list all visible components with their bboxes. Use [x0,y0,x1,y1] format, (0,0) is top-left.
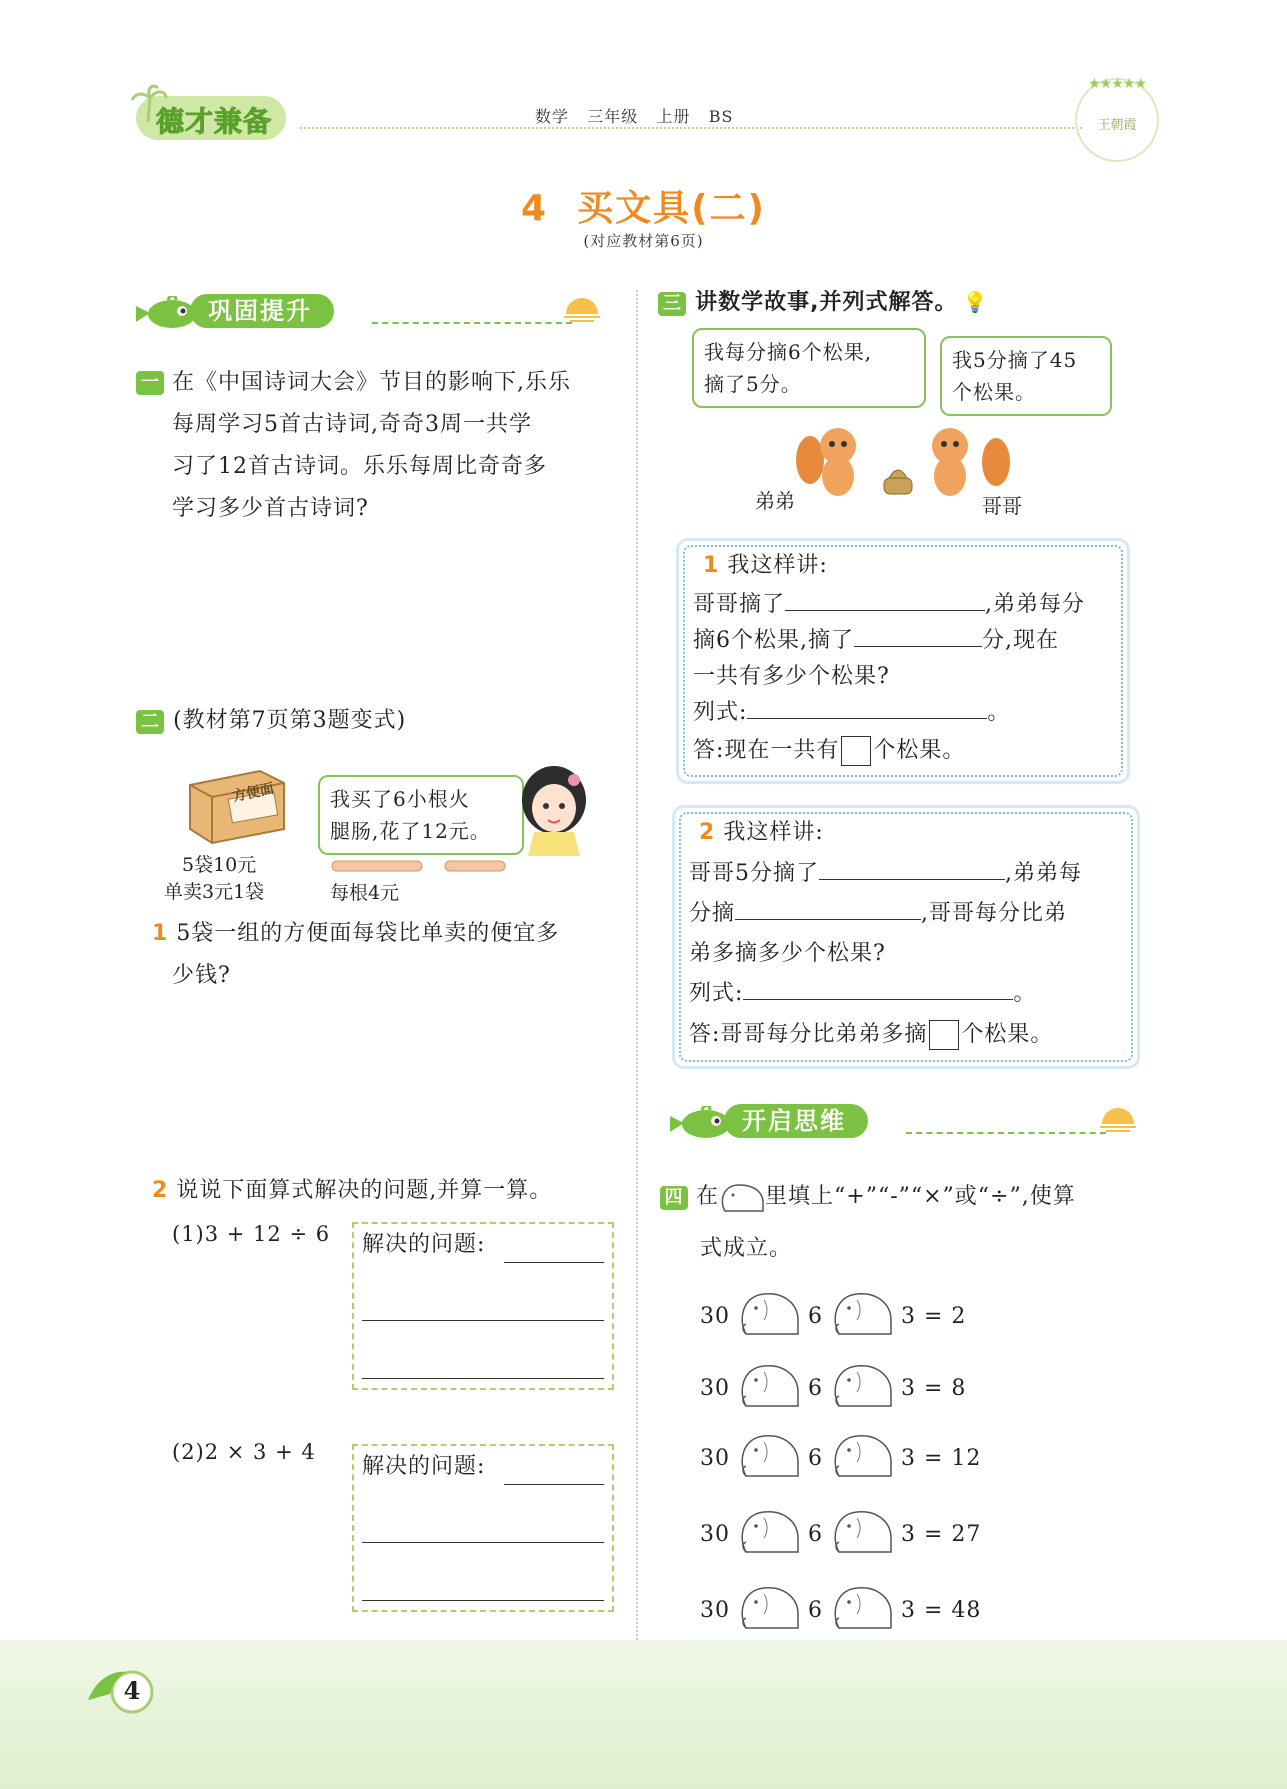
operator-blank[interactable] [831,1508,893,1560]
answer-box[interactable] [929,1020,959,1050]
older-speech-bubble [940,336,1112,416]
story-number: 2 [699,820,716,845]
operand: 30 [700,1445,730,1471]
operator-blank[interactable] [738,1290,800,1342]
noodle-price-single: 单卖3元1袋 [164,881,265,903]
operand: 6 [808,1521,823,1547]
section-title: 开启思维 [724,1104,868,1138]
solve-box-1[interactable] [352,1222,614,1390]
section-banner-thinking [666,1100,1146,1144]
answer-line[interactable] [362,1378,604,1379]
operand: 30 [700,1303,730,1329]
equation-row [700,1362,966,1414]
story-text: ,弟弟每 [1005,861,1082,886]
question-label: 一 [136,371,164,395]
answer-line[interactable] [362,1542,604,1543]
banner-dash [906,1132,1106,1134]
equation-result: 3 = 27 [901,1521,982,1547]
story-text: 哥哥摘了 [693,592,786,617]
answer-text: 答:哥哥每分比弟弟多摘 [689,1022,928,1047]
brand-logo [128,84,298,144]
story-text: 弟多摘多少个松果? [689,941,886,966]
expression-1: (1)3 + 12 ÷ 6 [172,1222,331,1246]
question-source: (教材第7页第3题变式) [173,708,407,733]
solve-label: 解决的问题: [362,1454,486,1479]
subquestion-1 [152,913,622,997]
story-text: 分摘 [689,901,736,926]
seal-text: 王朝霞 [1097,118,1137,133]
section-banner-consolidate [132,290,612,334]
story-text: 。 [1013,981,1037,1006]
formula-label: 列式: [689,981,744,1006]
older-brother-label: 哥哥 [982,494,1022,518]
answer-line[interactable] [362,1600,604,1601]
bubble-line: 个松果。 [952,380,1036,404]
operand: 30 [700,1597,730,1623]
subquestion-line: 5袋一组的方便面每袋比单卖的便宜多 [176,921,560,946]
column-divider [636,290,638,1640]
fill-blank[interactable] [854,624,982,647]
formula-blank[interactable] [743,977,1013,1000]
story-text: 分,现在 [982,628,1059,653]
equation-row [700,1508,981,1560]
answer-text: 答:现在一共有 [693,738,840,763]
answer-line[interactable] [362,1320,604,1321]
bubble-line: 我每分摘6个松果, [704,340,873,364]
stars-icon: ★★★★★ [1088,76,1146,92]
operand: 30 [700,1375,730,1401]
question-4 [660,1176,1140,1270]
story-text-1 [693,545,1123,771]
equation-result: 3 = 8 [901,1375,967,1401]
equation-result: 3 = 12 [901,1445,982,1471]
story-text-2 [689,812,1133,1056]
fill-blank[interactable] [735,897,921,920]
question-line: 在《中国诗词大会》节目的影响下,乐乐 [172,370,571,395]
story-text: ,弟弟每分 [985,592,1086,617]
question-line: 学习多少首古诗词? [172,496,369,521]
fill-blank[interactable] [785,588,985,611]
subquestion-text: 说说下面算式解决的问题,并算一算。 [176,1178,553,1203]
subquestion-2 [152,1170,632,1212]
footer-wave [0,1620,1287,1680]
subquestion-number: 1 [152,921,169,946]
question-text: 里填上“+”“-”“×”或“÷”,使算 [765,1184,1076,1209]
elephant-box-icon [719,1181,765,1213]
answer-space-1[interactable] [172,540,612,690]
operator-blank[interactable] [831,1362,893,1414]
page-number-badge [82,1660,160,1714]
subquestion-line: 少钱? [172,963,231,988]
story-text: 一共有多少个松果? [693,664,890,689]
header-divider [300,127,1082,129]
answer-line[interactable] [504,1484,604,1485]
operator-blank[interactable] [831,1432,893,1484]
lesson-title: 4 买文具(二) [520,188,767,229]
story-text: 。 [987,700,1011,725]
question-text: 在 [696,1184,720,1209]
question-2-header [136,700,616,742]
answer-box[interactable] [841,736,871,766]
equation-row [700,1432,981,1484]
lesson-subtitle: (对应教材第6页) [583,232,704,250]
question-label: 二 [136,710,164,734]
sunset-icon [562,290,602,324]
noodle-box-label: 方便面 [231,780,276,806]
answer-space-2-1[interactable] [172,1000,612,1160]
answer-text: 个松果。 [961,1022,1054,1047]
operand: 30 [700,1521,730,1547]
operator-blank[interactable] [738,1362,800,1414]
equation-row [700,1290,966,1342]
banner-dash [372,322,572,324]
sausage-price: 每根4元 [330,882,400,904]
subquestion-number: 2 [152,1178,169,1203]
noodle-price-group: 5袋10元 [182,854,257,876]
question-1 [136,362,616,530]
operand: 6 [808,1375,823,1401]
operator-blank[interactable] [738,1432,800,1484]
operator-blank[interactable] [831,1290,893,1342]
story-box-1 [676,538,1130,784]
solve-label: 解决的问题: [362,1232,486,1257]
operand: 6 [808,1597,823,1623]
younger-speech-bubble [692,328,926,408]
question-text: 讲数学故事,并列式解答。 [695,290,958,315]
solve-box-2[interactable] [352,1444,614,1612]
formula-blank[interactable] [747,696,987,719]
sausage-illustration [330,858,510,874]
equation-result: 3 = 2 [901,1303,967,1329]
question-3-header [658,282,1058,324]
subject-line: 数学 三年级 上册 BS [535,107,734,126]
younger-brother-label: 弟弟 [755,489,795,513]
operand: 6 [808,1445,823,1471]
operator-blank[interactable] [738,1508,800,1560]
bubble-line: 我买了6小根火 [330,787,470,811]
question-label: 三 [658,292,686,316]
story-box-2 [672,805,1140,1069]
girl-illustration [514,760,594,856]
answer-text: 个松果。 [873,738,966,763]
bubble-line: 摘了5分。 [704,372,802,396]
equation-result: 3 = 48 [901,1597,982,1623]
girl-speech-bubble [318,775,524,855]
question-line: 习了12首古诗词。乐乐每周比奇奇多 [172,454,547,479]
logo-text: 德才兼备 [156,105,273,138]
section-title: 巩固提升 [190,294,334,328]
page-number: 4 [123,1676,141,1705]
story-text: 哥哥5分摘了 [689,861,819,886]
question-line: 每周学习5首古诗词,奇奇3周一共学 [172,412,532,437]
question-text [172,362,616,530]
question-text: 式成立。 [700,1236,793,1261]
answer-line[interactable] [504,1262,604,1263]
expression-2: (2)2 × 3 + 4 [172,1440,316,1464]
publisher-seal [1075,78,1159,162]
bubble-line: 我5分摘了45 [952,348,1078,372]
story-head: 我这样讲: [723,820,824,845]
story-text: ,哥哥每分比弟 [921,901,1068,926]
bubble-line: 腿肠,花了12元。 [330,819,491,843]
squirrels-illustration [790,420,1020,500]
story-text: 摘6个松果,摘了 [693,628,854,653]
lightbulb-icon: 💡 [962,290,988,314]
formula-label: 列式: [693,700,748,725]
story-head: 我这样讲: [727,553,828,578]
question-label: 四 [660,1186,688,1210]
fill-blank[interactable] [819,857,1005,880]
sunset-icon [1098,1100,1138,1134]
operand: 6 [808,1303,823,1329]
story-number: 1 [703,553,720,578]
